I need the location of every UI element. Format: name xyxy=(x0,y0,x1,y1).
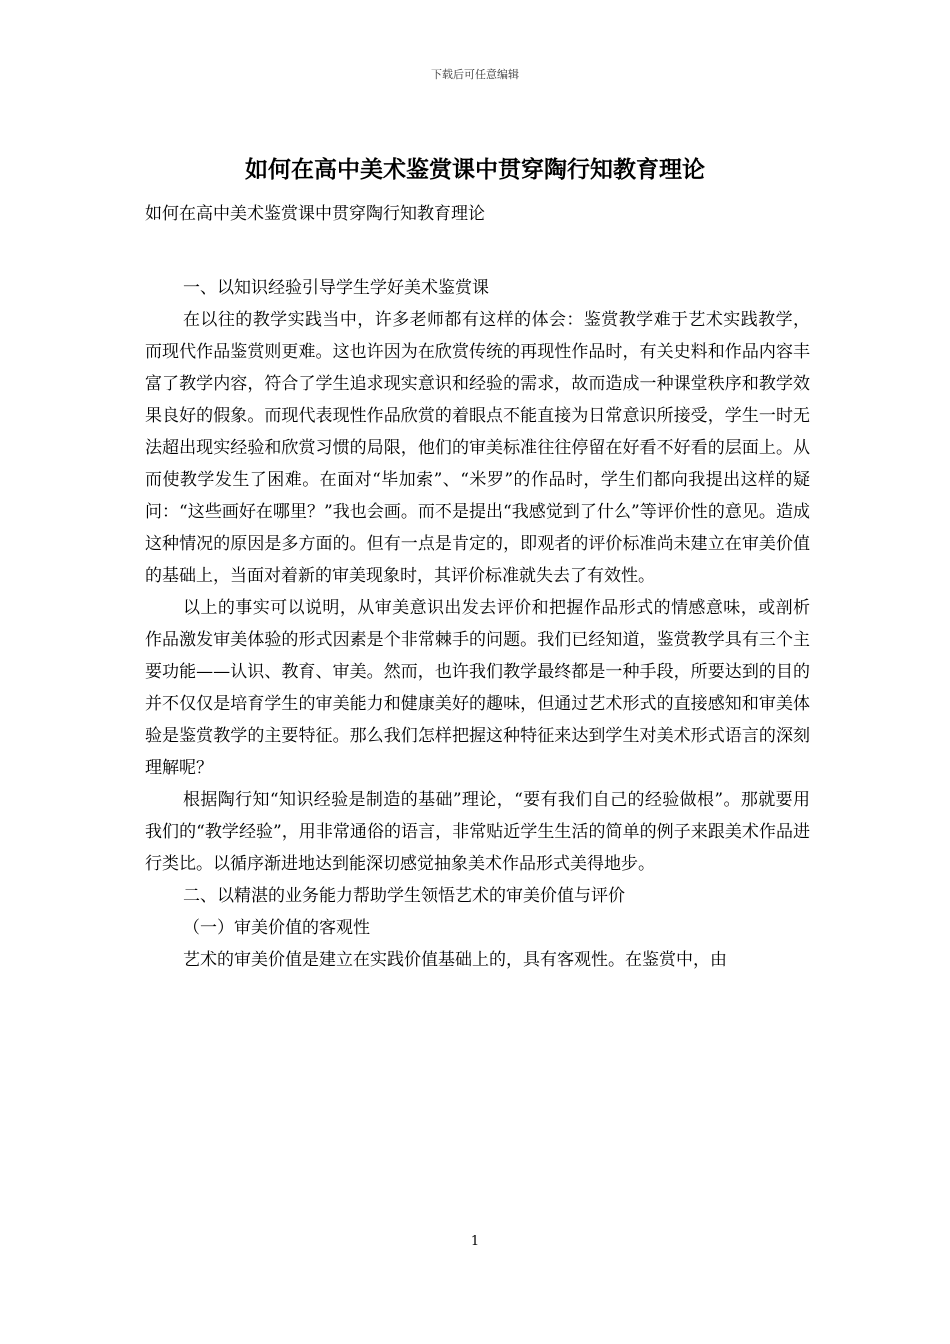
page-header-note: 下载后可任意编辑 xyxy=(431,68,519,81)
blank-line xyxy=(145,230,810,272)
page-number: 1 xyxy=(470,1234,480,1249)
document-title: 如何在高中美术鉴赏课中贯穿陶行知教育理论 xyxy=(245,156,705,183)
section-heading-2: 二、以精湛的业务能力帮助学生领悟艺术的审美价值与评价 xyxy=(183,886,625,906)
document-body xyxy=(145,198,810,976)
document-subtitle: 如何在高中美术鉴赏课中贯穿陶行知教育理论 xyxy=(145,204,485,224)
paragraph-3: 根据陶行知“知识经验是制造的基础”理论，“要有我们自己的经验做根”。那就要用我们的“教学经验”，用非常通俗的语言，非常贴近学生生活的简单的例子来跟美术作品进行类比。以循序渐进地达到能深切感觉抽象美术作品形式美得地步。 xyxy=(145,790,810,874)
section-heading-1: 一、以知识经验引导学生学好美术鉴赏课 xyxy=(183,278,489,298)
paragraph-4: 艺术的审美价值是建立在实践价值基础上的，具有客观性。在鉴赏中，由 xyxy=(183,950,727,970)
subsection-heading-1: （一）审美价值的客观性 xyxy=(183,918,370,938)
paragraph-2: 以上的事实可以说明，从审美意识出发去评价和把握作品形式的情感意味，或剖析作品激发审美体验的形式因素是个非常棘手的问题。我们已经知道，鉴赏教学具有三个主要功能——认识、教育、审美。然而，也许我们教学最终都是一种手段，所要达到的目的并不仅仅是培育学生的审美能力和健康美好的趣味，但通过艺术形式的直接感知和审美体验是鉴赏教学的主要特征。那么我们怎样把握这种特征来达到学生对美术形式语言的深刻理解呢？ xyxy=(145,598,810,778)
paragraph-1: 在以往的教学实践当中，许多老师都有这样的体会：鉴赏教学难于艺术实践教学，而现代作品鉴赏则更难。这也许因为在欣赏传统的再现性作品时，有关史料和作品内容丰富了教学内容，符合了学生追求现实意识和经验的需求，故而造成一种课堂秩序和教学效果良好的假象。而现代表现性作品欣赏的着眼点不能直接为日常意识所接受，学生一时无法超出现实经验和欣赏习惯的局限，他们的审美标准往往停留在好看不好看的层面上。从而使教学发生了困难。在面对“毕加索”、“米罗”的作品时，学生们都向我提出这样的疑问：“这些画好在哪里？”我也会画。而不是提出“我感觉到了什么”等评价性的意见。造成这种情况的原因是多方面的。但有一点是肯定的，即观者的评价标准尚未建立在审美价值的基础上，当面对着新的审美现象时，其评价标准就失去了有效性。 xyxy=(145,310,810,586)
